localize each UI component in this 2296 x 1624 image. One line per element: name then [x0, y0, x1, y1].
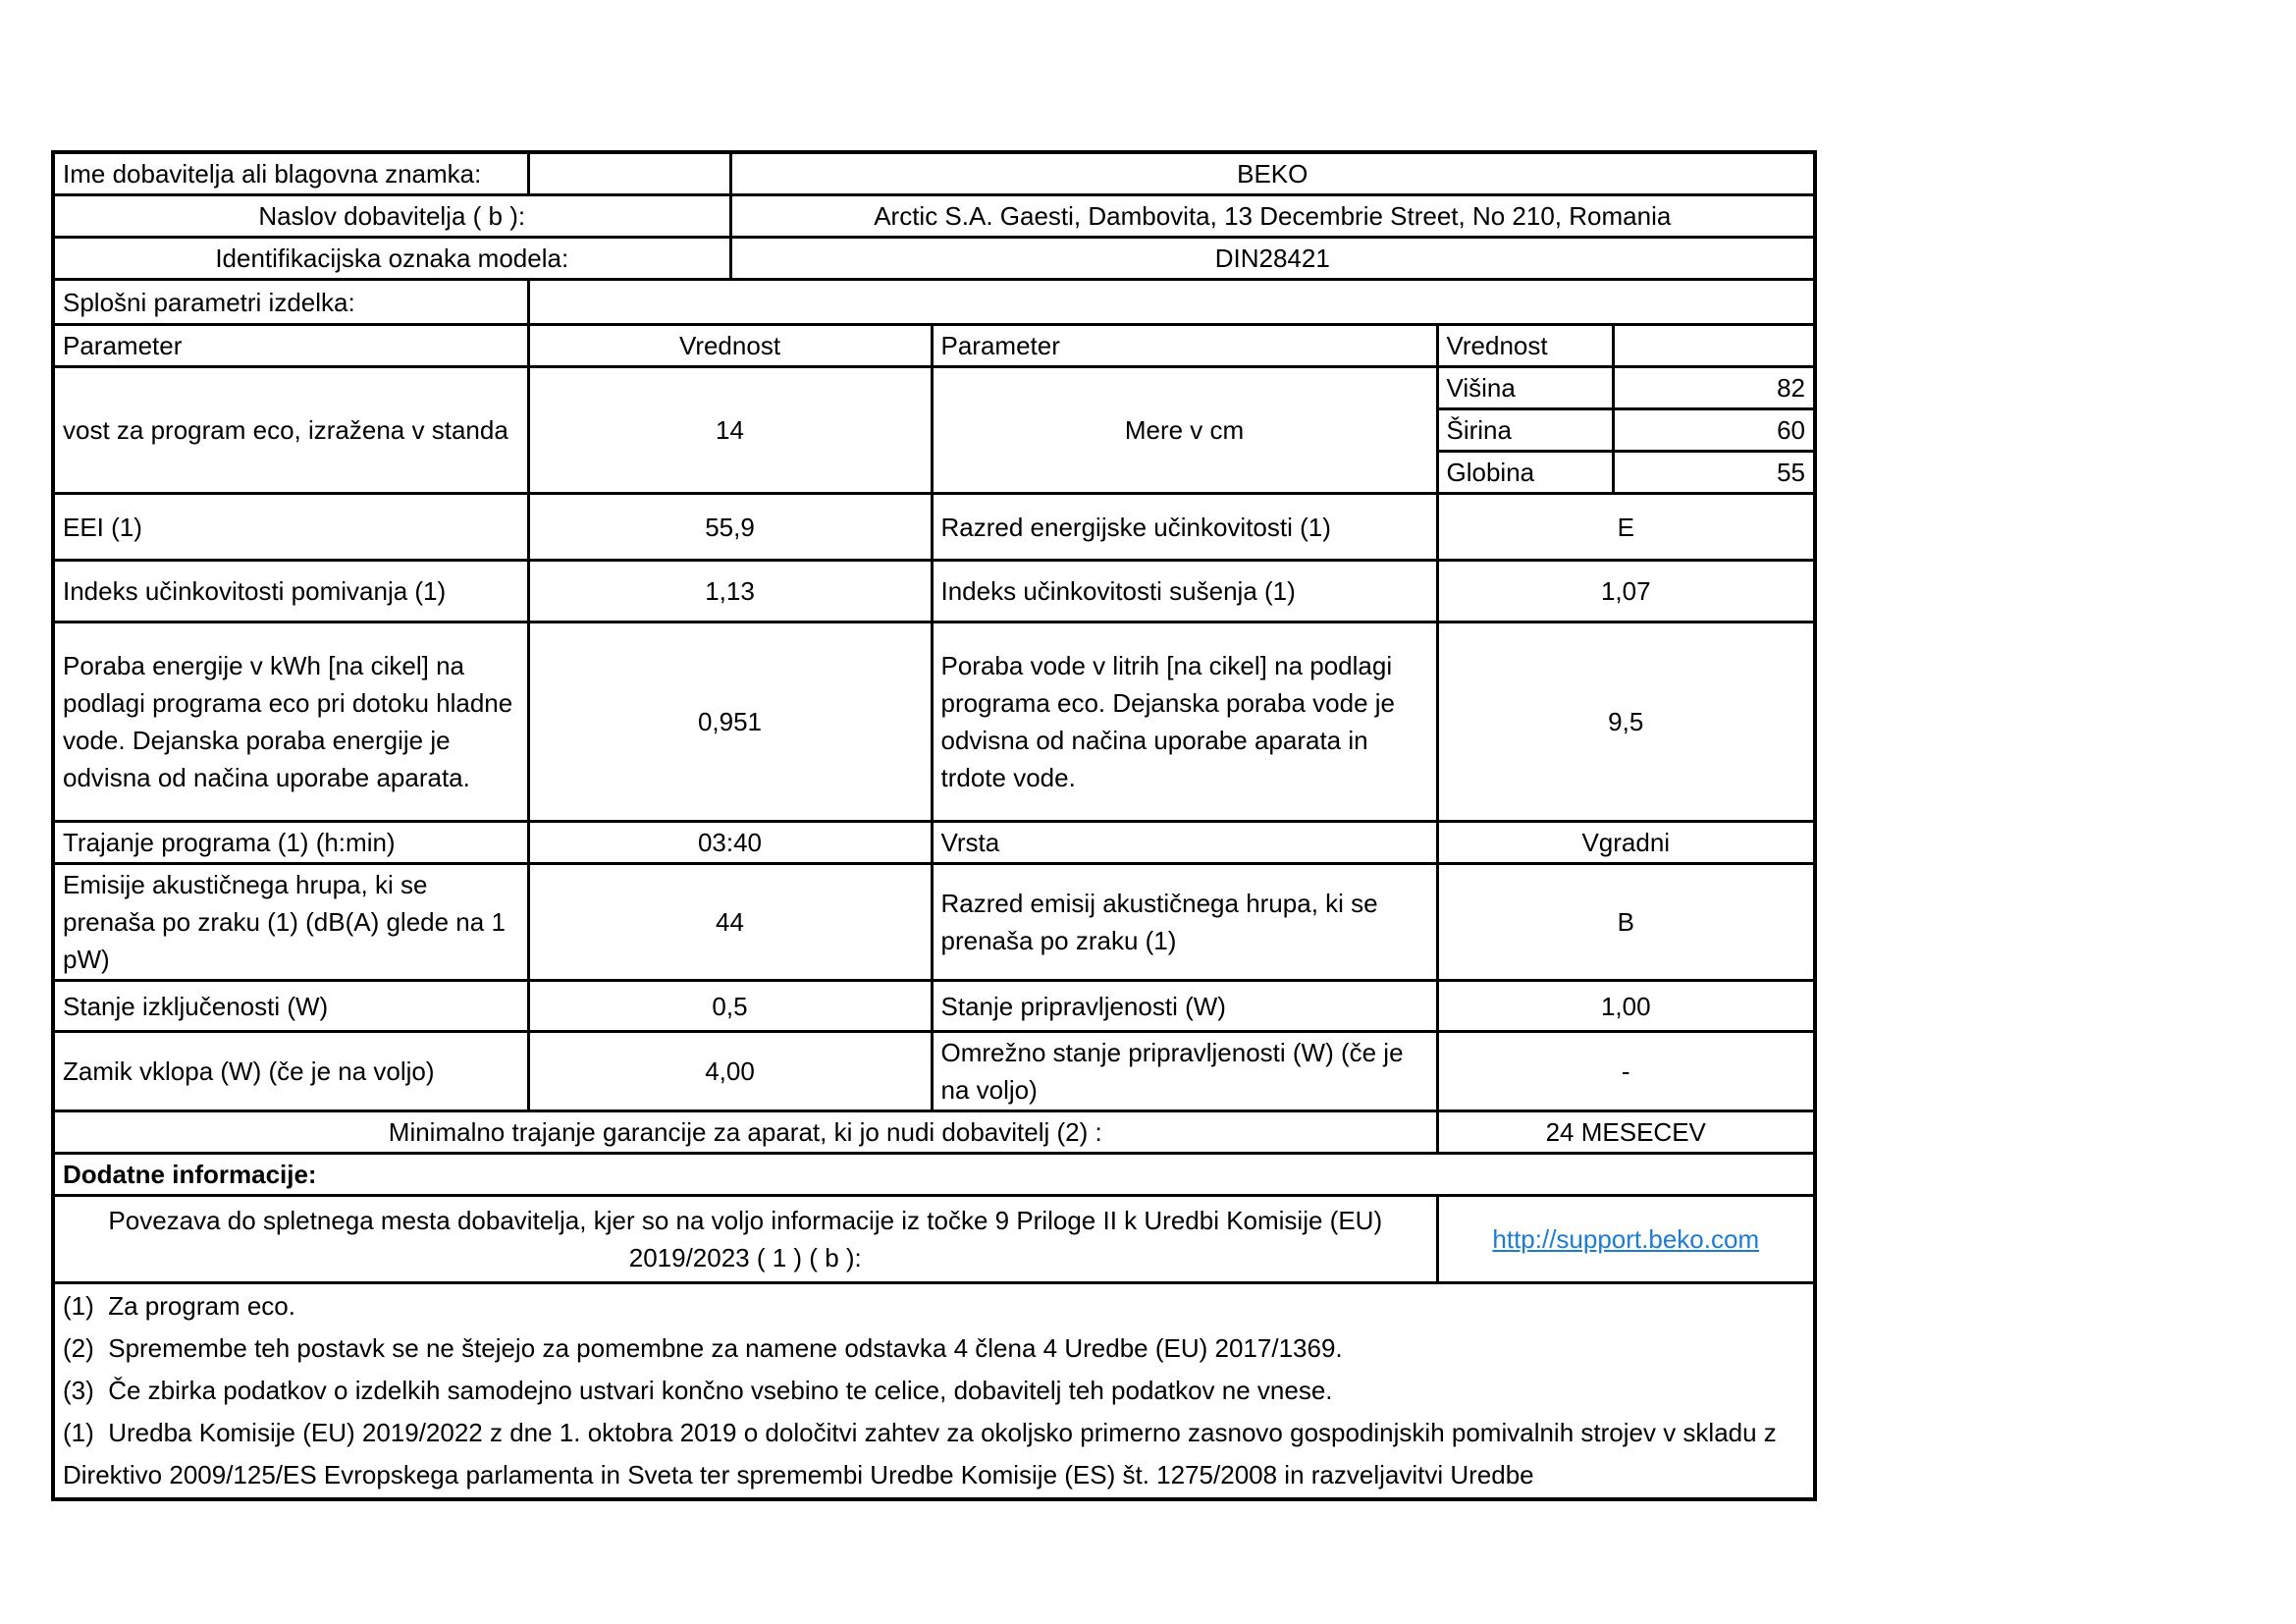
param-value-duration: 03:40: [528, 822, 932, 864]
warranty-label: Minimalno trajanje garancije za aparat, ki jo nudi dobavitelj (2) :: [53, 1111, 1437, 1154]
param-label-energy-consumption: Poraba energije v kWh [na cikel] na podlagi programa eco pri dotoku hladne vode. Dejanska poraba energije je odvisna od načina uporabe aparata.: [53, 623, 528, 822]
param-value-networked-standby: -: [1437, 1032, 1815, 1111]
warranty-value: 24 MESECEV: [1437, 1111, 1815, 1154]
capacity-value: 14: [528, 367, 932, 494]
address-label: Naslov dobavitelja ( b ):: [53, 195, 730, 238]
param-label-off-mode: Stanje izključenosti (W): [53, 981, 528, 1032]
supplier-website-link[interactable]: http://support.beko.com: [1492, 1224, 1760, 1254]
param-label-delay-start: Zamik vklopa (W) (če je na voljo): [53, 1032, 528, 1111]
general-params-empty-cell: [528, 280, 1815, 325]
param-value-noise-class: B: [1437, 864, 1815, 981]
column-header-empty-cell: [1613, 325, 1815, 367]
footnote-2: (2) Spremembe teh postavk se ne štejejo za pomembne za namene odstavka 4 člena 4 Uredbe (EU) 2017/1369.: [63, 1333, 1343, 1363]
param-value-standby: 1,00: [1437, 981, 1815, 1032]
param-value-energy-consumption: 0,951: [528, 623, 932, 822]
dimension-name-height: Višina: [1437, 367, 1613, 409]
param-value-type: Vgradni: [1437, 822, 1815, 864]
website-link-cell: [1437, 1196, 1815, 1283]
param-label-energy-class: Razred energijske učinkovitosti (1): [932, 494, 1437, 561]
footnote-3: (3) Če zbirka podatkov o izdelkih samodejno ustvari končno vsebino te celice, dobavitelj teh podatkov ne vnese.: [63, 1376, 1333, 1405]
column-header-value-right: Vrednost: [1437, 325, 1613, 367]
param-label-drying-index: Indeks učinkovitosti sušenja (1): [932, 561, 1437, 623]
param-label-type: Vrsta: [932, 822, 1437, 864]
model-label: Identifikacijska oznaka modela:: [53, 238, 730, 280]
param-label-noise-class: Razred emisij akustičnega hrupa, ki se prenaša po zraku (1): [932, 864, 1437, 981]
param-label-water-consumption: Poraba vode v litrih [na cikel] na podlagi programa eco. Dejanska poraba vode je odvisna od načina uporabe aparata in trdote vode.: [932, 623, 1437, 822]
capacity-label: vost za program eco, izražena v standa: [53, 367, 528, 494]
column-header-value-left: Vrednost: [528, 325, 932, 367]
supplier-value: BEKO: [730, 152, 1815, 195]
param-value-energy-class: E: [1437, 494, 1815, 561]
dimension-name-depth: Globina: [1437, 452, 1613, 494]
param-value-noise: 44: [528, 864, 932, 981]
param-value-water-consumption: 9,5: [1437, 623, 1815, 822]
footnote-4: (1) Uredba Komisije (EU) 2019/2022 z dne 1. oktobra 2019 o določitvi zahtev za okoljsko primerno zasnovo gospodinjskih pomivalnih strojev v skladu z Direktivo 2009/125/ES Evropskega parlamenta in Sveta ter spremembi Uredbe Komisije (ES) št. 1275/2008 in razveljavitvi Uredbe: [63, 1418, 1785, 1489]
address-value: Arctic S.A. Gaesti, Dambovita, 13 Decembrie Street, No 210, Romania: [730, 195, 1815, 238]
param-label-networked-standby: Omrežno stanje pripravljenosti (W) (če je na voljo): [932, 1032, 1437, 1111]
param-value-off-mode: 0,5: [528, 981, 932, 1032]
website-link-label-line1: Povezava do spletnega mesta dobavitelja, kjer so na voljo informacije iz točke 9 Priloge II k Uredbi Komisije (EU): [108, 1206, 1383, 1235]
supplier-empty-cell: [528, 152, 730, 195]
dimension-value-width: 60: [1613, 409, 1815, 452]
additional-info-header: Dodatne informacije:: [53, 1154, 1815, 1196]
param-label-standby: Stanje pripravljenosti (W): [932, 981, 1437, 1032]
param-value-eei: 55,9: [528, 494, 932, 561]
param-label-duration: Trajanje programa (1) (h:min): [53, 822, 528, 864]
website-link-label-line2: 2019/2023 ( 1 ) ( b ):: [628, 1243, 862, 1272]
dimension-name-width: Širina: [1437, 409, 1613, 452]
supplier-label: Ime dobavitelja ali blagovna znamka:: [53, 152, 528, 195]
param-value-cleaning-index: 1,13: [528, 561, 932, 623]
column-header-parameter-right: Parameter: [932, 325, 1437, 367]
product-fiche-table: [51, 150, 1817, 1501]
dimension-value-height: 82: [1613, 367, 1815, 409]
model-value: DIN28421: [730, 238, 1815, 280]
website-link-label: [53, 1196, 1437, 1283]
dimensions-label: Mere v cm: [932, 367, 1437, 494]
footnotes-cell: [53, 1283, 1815, 1500]
dimension-value-depth: 55: [1613, 452, 1815, 494]
param-label-eei: EEI (1): [53, 494, 528, 561]
general-params-header: Splošni parametri izdelka:: [53, 280, 528, 325]
param-value-delay-start: 4,00: [528, 1032, 932, 1111]
param-value-drying-index: 1,07: [1437, 561, 1815, 623]
param-label-noise: Emisije akustičnega hrupa, ki se prenaša po zraku (1) (dB(A) glede na 1 pW): [53, 864, 528, 981]
footnote-1: (1) Za program eco.: [63, 1291, 295, 1321]
column-header-parameter-left: Parameter: [53, 325, 528, 367]
param-label-cleaning-index: Indeks učinkovitosti pomivanja (1): [53, 561, 528, 623]
